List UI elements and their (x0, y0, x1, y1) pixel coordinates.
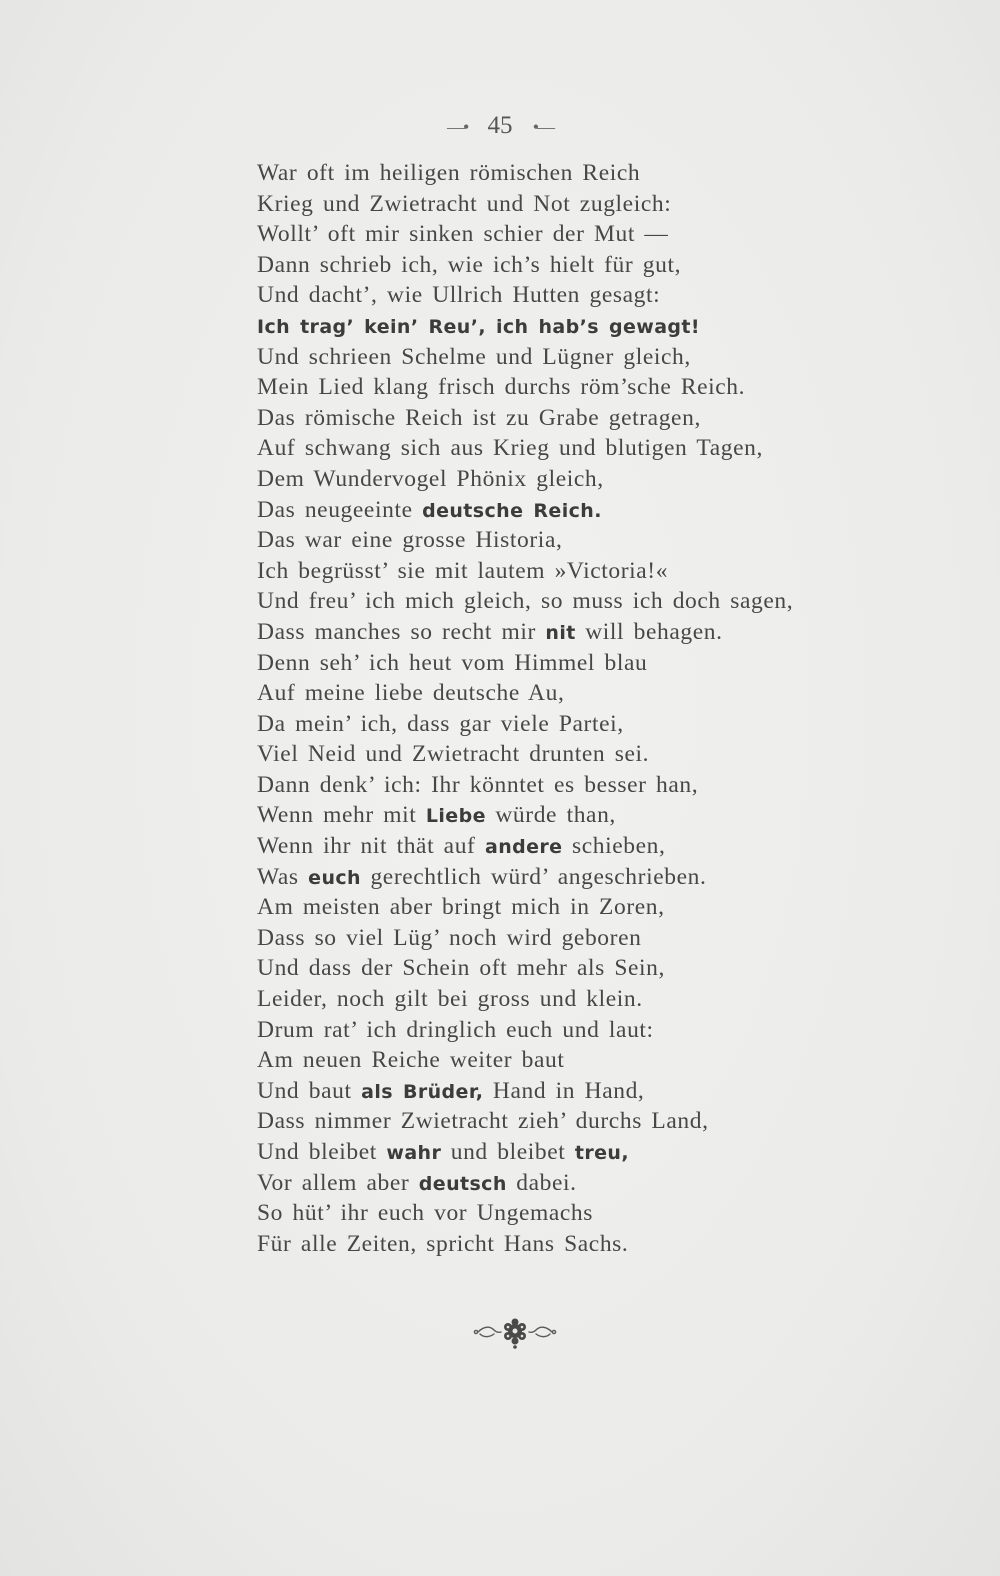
poem-line (257, 189, 957, 220)
emphasized-text: Ich trag’ kein’ Reu’, ich hab’s gewagt! (257, 315, 700, 338)
line-text: Und baut (257, 1077, 362, 1104)
line-text: Für alle Zeiten, spricht Hans Sachs. (257, 1230, 629, 1257)
poem-line (257, 923, 957, 954)
poem-line (257, 770, 957, 801)
emphasized-text: als Brüder, (361, 1080, 484, 1103)
emphasized-text: deutsch (418, 1172, 507, 1195)
line-text: Mein Lied klang frisch durchs röm’sche Reich. (257, 374, 746, 401)
line-text: Auf schwang sich aus Krieg und blutigen Tagen, (257, 435, 763, 462)
poem-line (257, 250, 957, 281)
line-text: Dem Wundervogel Phönix gleich, (257, 465, 604, 492)
line-text: dabei. (506, 1169, 577, 1196)
poem-line (257, 1045, 957, 1076)
line-text: Vor allem aber (257, 1169, 419, 1196)
line-text: Das war eine grosse Historia, (257, 527, 563, 554)
poem-line (257, 525, 957, 556)
poem-line (257, 892, 957, 923)
poem-line (257, 739, 957, 770)
line-text: Und schrieen Schelme und Lügner gleich, (257, 343, 691, 370)
poem-line (257, 1229, 957, 1260)
line-text: will behagen. (575, 618, 723, 645)
line-text: Wenn mehr mit (257, 802, 426, 829)
line-text: Da mein’ ich, dass gar viele Partei, (257, 710, 624, 737)
line-text: Dann denk’ ich: Ihr könntet es besser han, (257, 771, 699, 798)
line-text: Drum rat’ ich dringlich euch und laut: (257, 1016, 654, 1043)
poem-line (257, 219, 957, 250)
poem-line (257, 1168, 957, 1199)
poem-line (257, 617, 957, 648)
line-text: Viel Neid und Zwietracht drunten sei. (257, 741, 650, 768)
poem-line (257, 495, 957, 526)
poem-line (257, 1015, 957, 1046)
line-text: Hand in Hand, (483, 1077, 645, 1104)
poem-line (257, 709, 957, 740)
poem-line (257, 1198, 957, 1229)
poem-text (257, 158, 957, 1259)
emphasized-text: deutsche Reich. (422, 499, 602, 522)
poem-line (257, 433, 957, 464)
line-text: Krieg und Zwietracht und Not zugleich: (257, 190, 672, 217)
line-text: Auf meine liebe deutsche Au, (257, 680, 565, 707)
poem-line (257, 1137, 957, 1168)
line-text: So hüt’ ihr euch vor Ungemachs (257, 1200, 594, 1227)
page-number: 45 (487, 112, 513, 139)
emphasized-text: andere (484, 836, 563, 859)
poem-line (257, 862, 957, 893)
poem-line (257, 1106, 957, 1137)
poem-line (257, 648, 957, 679)
poem-line (257, 464, 957, 495)
line-text: schieben, (562, 833, 666, 860)
line-text: Denn seh’ ich heut vom Himmel blau (257, 649, 648, 676)
line-text: würde than, (485, 802, 616, 829)
poem-line (257, 831, 957, 862)
poem-line (257, 1076, 957, 1107)
line-text: Wenn ihr nit thät auf (257, 833, 485, 860)
line-text: Dann schrieb ich, wie ich’s hielt für gut, (257, 251, 682, 278)
floral-vignette-icon (470, 1314, 560, 1350)
line-text: Das römische Reich ist zu Grabe getragen, (257, 404, 701, 431)
line-text: Dass so viel Lüg’ noch wird geboren (257, 924, 642, 951)
poem-line (257, 342, 957, 373)
line-text: Am neuen Reiche weiter baut (257, 1047, 565, 1074)
poem-line (257, 984, 957, 1015)
line-text: War oft im heiligen römischen Reich (257, 160, 641, 186)
emphasized-text: nit (545, 621, 576, 644)
page-header (0, 112, 1000, 140)
line-text: gerechtlich würd’ angeschrieben. (360, 863, 707, 890)
header-dash-left: —• (446, 116, 468, 137)
emphasized-text: wahr (386, 1142, 442, 1164)
poem-line (257, 556, 957, 587)
line-text: Wollt’ oft mir sinken schier der Mut — (257, 221, 669, 248)
line-text: Und dacht’, wie Ullrich Hutten gesagt: (257, 282, 661, 309)
line-text: Dass nimmer Zwietracht zieh’ durchs Land, (257, 1108, 709, 1135)
poem-line (257, 311, 957, 342)
line-text: und bleibet (441, 1139, 575, 1165)
poem-line (257, 678, 957, 709)
line-text: Und bleibet (257, 1139, 387, 1165)
line-text: Was (257, 863, 309, 890)
emphasized-text: euch (308, 866, 361, 889)
line-text: Und freu’ ich mich gleich, so muss ich doch sagen, (257, 588, 794, 615)
poem-line (257, 586, 957, 617)
emphasized-text: Liebe (425, 805, 486, 828)
line-text: Dass manches so recht mir (257, 618, 546, 645)
line-text: Ich begrüsst’ sie mit lautem »Victoria!« (257, 557, 669, 584)
line-text: Am meisten aber bringt mich in Zoren, (257, 894, 665, 921)
line-text: Leider, noch gilt bei gross und klein. (257, 986, 643, 1013)
line-text: Das neugeeinte (257, 496, 423, 523)
poem-line (257, 372, 957, 403)
emphasized-text: treu, (574, 1142, 629, 1164)
poem-line (257, 953, 957, 984)
poem-line (257, 280, 957, 311)
poem-line (257, 800, 957, 831)
poem-line (257, 403, 957, 434)
poem-line (257, 158, 957, 189)
line-text: Und dass der Schein oft mehr als Sein, (257, 955, 665, 982)
header-dash-right: •— (532, 116, 554, 137)
